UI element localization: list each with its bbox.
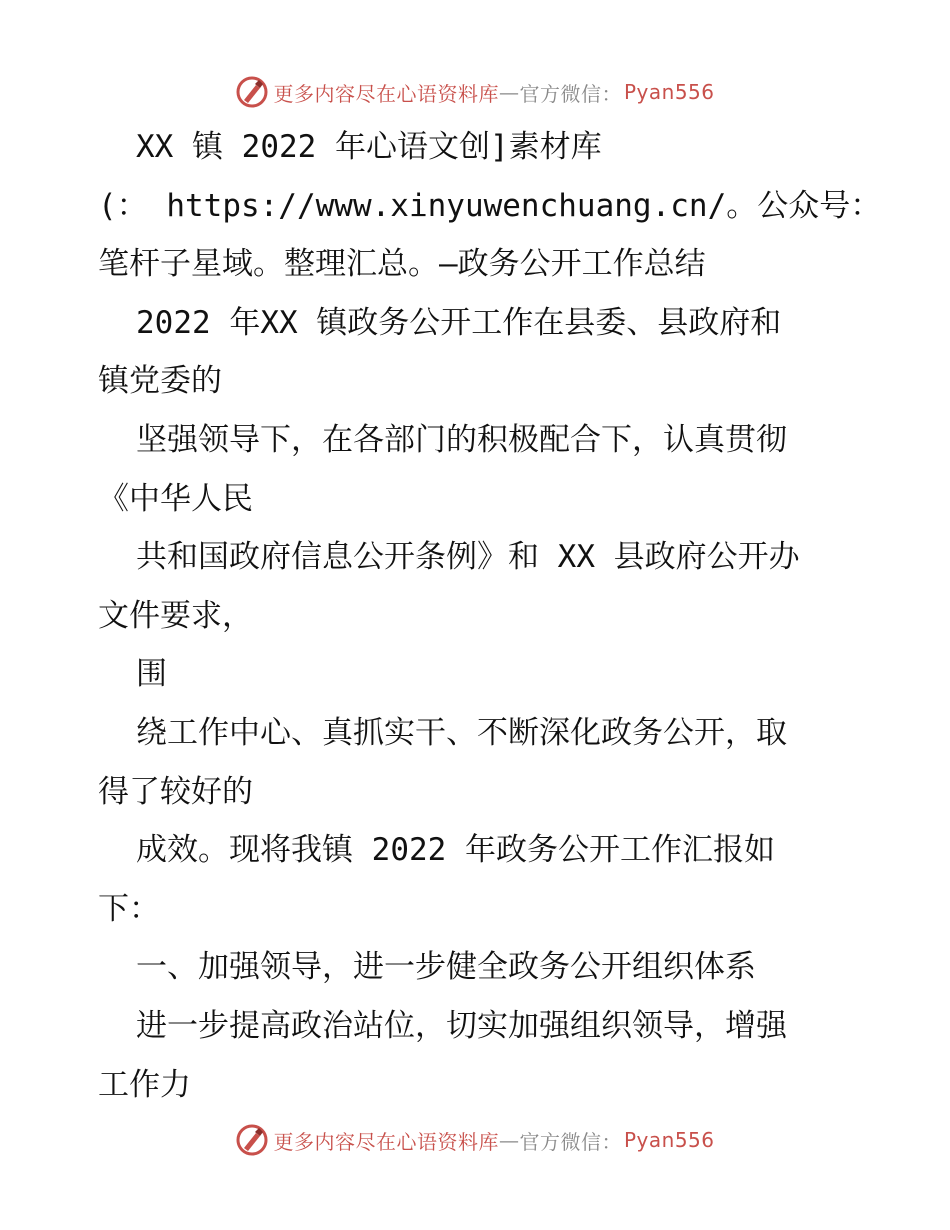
watermark-wechat-label: 官方微信： <box>519 81 622 106</box>
document-body <box>98 118 882 1114</box>
text-line: 成效。现将我镇 2022 年政务公开工作汇报如 <box>136 832 775 869</box>
text-line: (： https://www.xinyuwenchuang.cn/。公众号： <box>98 187 882 224</box>
text-line: 笔杆子星域。整理汇总。—政务公开工作总结 <box>98 246 706 283</box>
text-line: 得了较好的 <box>98 773 253 810</box>
text-line: 2022 年XX 镇政务公开工作在县委、县政府和 <box>136 304 782 341</box>
watermark-dash: — <box>498 1128 520 1152</box>
watermark-label: 更多内容尽在心语资料库 <box>273 81 499 106</box>
text-line: 文件要求， <box>98 597 253 634</box>
text-line: 围 <box>136 656 167 693</box>
text-line: 进一步提高政治站位，切实加强组织领导，增强 <box>136 1007 787 1044</box>
watermark-header <box>0 72 950 112</box>
pen-logo-icon <box>235 1123 269 1157</box>
watermark-label: 更多内容尽在心语资料库 <box>273 1129 499 1154</box>
pen-logo-icon <box>235 75 269 109</box>
text-line: 下： <box>98 890 160 927</box>
watermark-wechat-label: 官方微信： <box>519 1129 622 1154</box>
watermark-footer <box>0 1120 950 1160</box>
text-line: 工作力 <box>98 1066 191 1103</box>
watermark-wechat-id: Pyan556 <box>623 80 715 104</box>
text-line: XX 镇 2022 年心语文创]素材库 <box>136 129 602 165</box>
text-line: 坚强领导下，在各部门的积极配合下，认真贯彻 <box>136 421 787 458</box>
text-line: 《中华人民 <box>98 480 253 517</box>
text-line: 镇党委的 <box>98 363 222 400</box>
text-line: 绕工作中心、真抓实干、不断深化政务公开，取 <box>136 714 787 751</box>
watermark-dash: — <box>498 80 520 104</box>
watermark-wechat-id: Pyan556 <box>623 1128 715 1152</box>
text-line: 共和国政府信息公开条例》和 XX 县政府公开办 <box>136 539 800 576</box>
text-line: 一、加强领导，进一步健全政务公开组织体系 <box>136 949 756 986</box>
